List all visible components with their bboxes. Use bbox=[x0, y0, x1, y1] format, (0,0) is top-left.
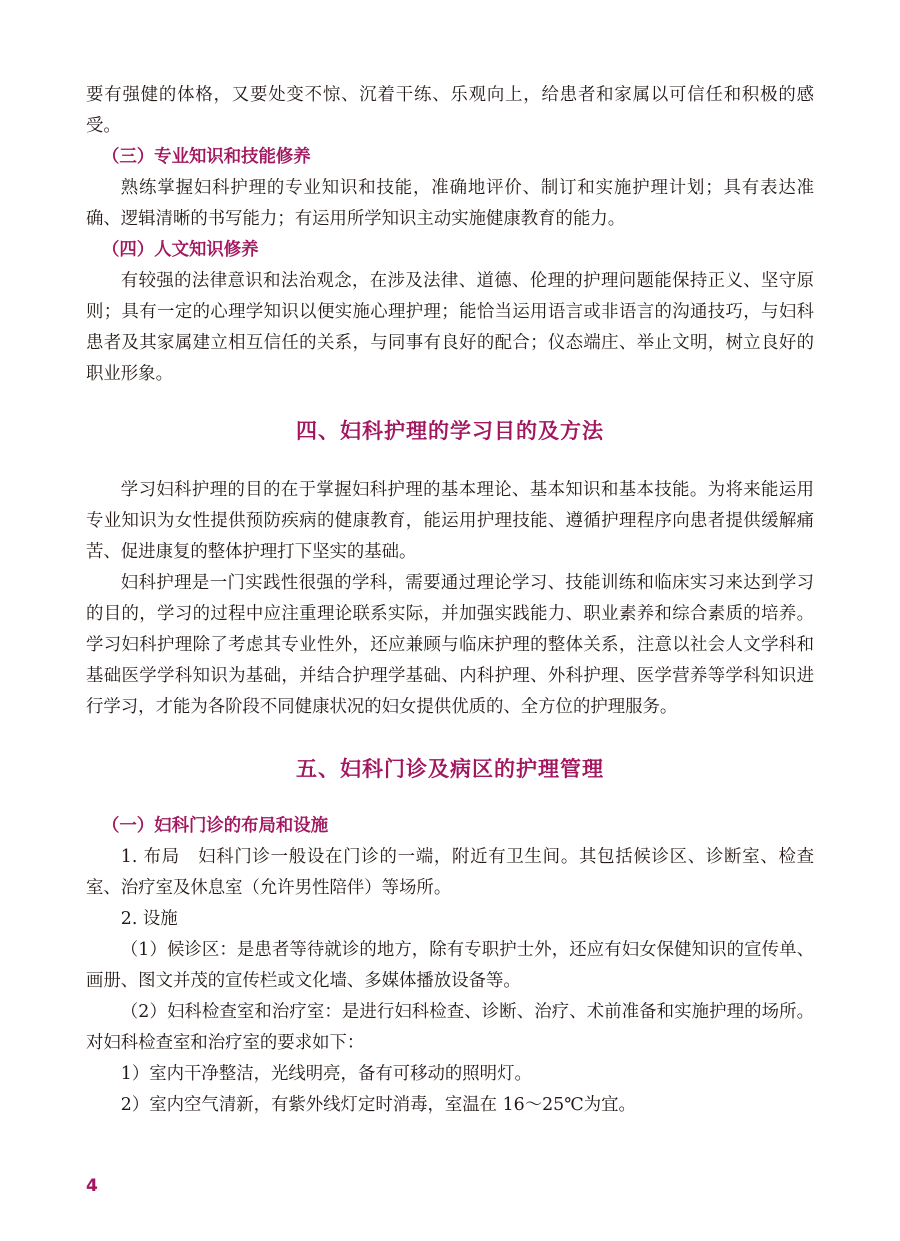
section-heading: 四、妇科护理的学习目的及方法 bbox=[296, 419, 604, 443]
list-item: 1. 布局 妇科门诊一般设在门诊的一端，附近有卫生间。其包括候诊区、诊断室、检查室、治疗室及休息室（允许男性陪伴）等场所。 bbox=[86, 847, 814, 898]
paragraph: 妇科护理是一门实践性很强的学科，需要通过理论学习、技能训练和临床实习来达到学习的目的，学习的过程中应注重理论联系实际，并加强实践能力、职业素养和综合素质的培养。学习妇科护理除了考虑其专业性外，还应兼顾与临床护理的整体关系，注意以社会人文学科和基础医学学科知识为基础，并结合护理学基础、内科护理、外科护理、医学营养等学科知识进行学习，才能为各阶段不同健康状况的妇女提供优质的、全方位的护理服务。 bbox=[86, 573, 814, 717]
subheading: （四）人文知识修养 bbox=[102, 240, 259, 260]
paragraph: 学习妇科护理的目的在于掌握妇科护理的基本理论、基本知识和基本技能。为将来能运用专业知识为女性提供预防疾病的健康教育，能运用护理技能、遵循护理程序向患者提供缓解痛苦、促进康复的整体护理打下坚实的基础。 bbox=[86, 480, 814, 562]
page-content bbox=[86, 80, 814, 1121]
list-item: （1）候诊区：是患者等待就诊的地方，除有专职护士外，还应有妇女保健知识的宣传单、画册、图文并茂的宣传栏或文化墙、多媒体播放设备等。 bbox=[86, 940, 814, 991]
paragraph: 要有强健的体格，又要处变不惊、沉着干练、乐观向上，给患者和家属以可信任和积极的感受。 bbox=[86, 85, 814, 136]
list-item: 1）室内干净整洁，光线明亮，备有可移动的照明灯。 bbox=[120, 1064, 532, 1084]
section-heading: 五、妇科门诊及病区的护理管理 bbox=[296, 757, 604, 781]
paragraph: 熟练掌握妇科护理的专业知识和技能，准确地评价、制订和实施护理计划；具有表达准确、逻辑清晰的书写能力；有运用所学知识主动实施健康教育的能力。 bbox=[86, 178, 814, 229]
subheading: （三）专业知识和技能修养 bbox=[102, 147, 311, 167]
list-item: （2）妇科检查室和治疗室：是进行妇科检查、诊断、治疗、术前准备和实施护理的场所。对妇科检查室和治疗室的要求如下： bbox=[86, 1002, 814, 1053]
list-item: 2. 设施 bbox=[120, 909, 178, 929]
subheading: （一）妇科门诊的布局和设施 bbox=[102, 816, 329, 836]
paragraph: 有较强的法律意识和法治观念，在涉及法律、道德、伦理的护理问题能保持正义、坚守原则；具有一定的心理学知识以便实施心理护理；能恰当运用语言或非语言的沟通技巧，与妇科患者及其家属建立相互信任的关系，与同事有良好的配合；仪态端庄、举止文明，树立良好的职业形象。 bbox=[86, 271, 814, 384]
list-item: 2）室内空气清新，有紫外线灯定时消毒，室温在 16～25℃为宜。 bbox=[120, 1095, 636, 1115]
page-number: 4 bbox=[86, 1176, 98, 1196]
